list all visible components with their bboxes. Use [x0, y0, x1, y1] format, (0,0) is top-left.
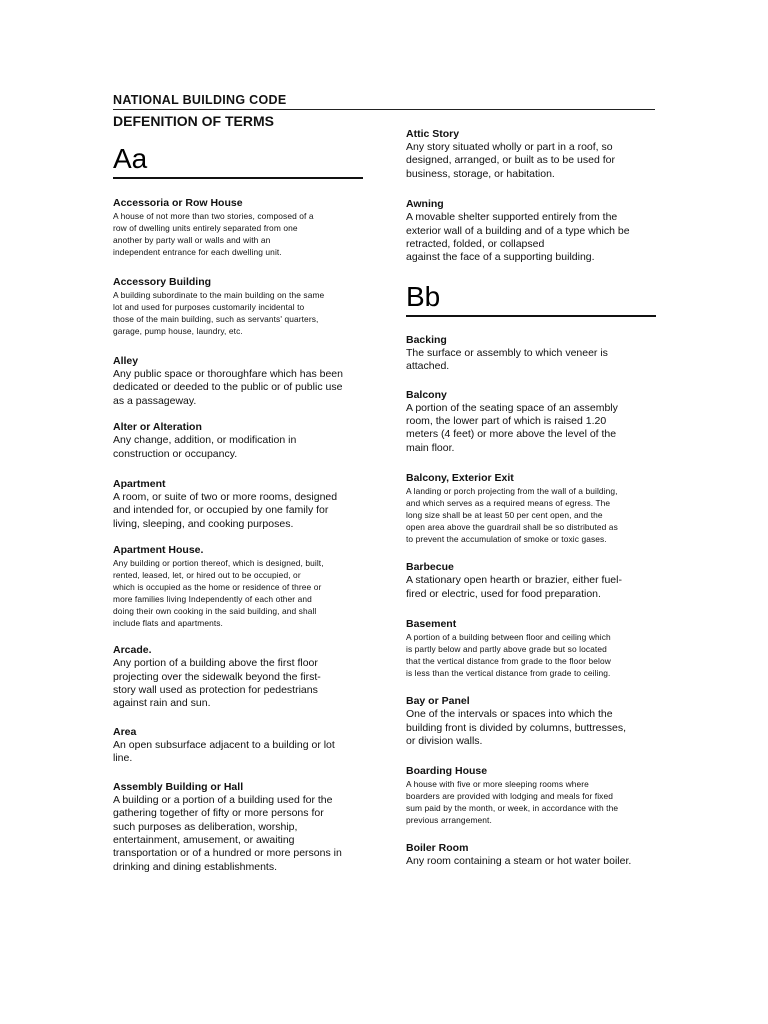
letter-heading-a: Aa — [113, 143, 148, 174]
entry-term: Arcade. — [113, 644, 152, 657]
entry-term: Balcony — [406, 388, 447, 401]
document-header — [113, 92, 655, 130]
entry-term: Backing — [406, 333, 447, 346]
entry-definition: Any room containing a steam or hot water boiler. — [406, 855, 632, 868]
document-title: NATIONAL BUILDING CODE — [113, 93, 287, 107]
entry-accessoria — [113, 197, 363, 258]
entry-arcade — [113, 644, 363, 711]
entry-term: Boiler Room — [406, 842, 469, 855]
entry-accessory-building — [113, 276, 363, 337]
entry-definition: A house with five or more sleeping rooms where boarders are provided with lodging and meals for fixed sum paid by the month, or week, in accordance with the previous arrangement. — [406, 779, 619, 826]
entry-definition: A house of not more than two stories, composed of a row of dwelling units entirely separated from one another by party wall or walls and with an independent entrance for each dwelling unit. — [113, 211, 314, 257]
entry-assembly-building — [113, 781, 363, 874]
entry-balcony-exterior-exit — [406, 472, 656, 545]
entry-alteration — [113, 421, 363, 461]
entry-definition: A landing or porch projecting from the wall of a building, and which serves as a required means of egress. The long size shall be at least 50 per cent open, and the open area above the guardrail shall be so distributed as to prevent the accumulation of smoke or toxic gases. — [406, 486, 618, 545]
entry-term: Apartment House. — [113, 544, 204, 557]
entry-definition: A portion of a building between floor and ceiling which is partly below and partly above grade but so located that the vertical distance from grade to the floor below is less than the vertical distance from grade to ceiling. — [406, 632, 611, 679]
entry-term: Basement — [406, 618, 457, 631]
entry-definition: Any portion of a building above the first floor projecting over the sidewalk beyond the first- story wall used as protection for pedestrians against rain and sun. — [113, 657, 321, 710]
entry-term: Area — [113, 725, 137, 738]
entry-definition: A portion of the seating space of an assembly room, the lower part of which is raised 1.20 meters (4 feet) or more above the level of the main floor. — [406, 401, 618, 454]
entry-definition: Any building or portion thereof, which is designed, built, rented, leased, let, or hired out to be occupied, or which is occupied as the home or residence of three or more families living Independently of each other and doing their own cooking in the said building, and shall include flats and apartments. — [113, 558, 324, 629]
entry-apartment — [113, 478, 363, 531]
entry-barbecue — [406, 561, 656, 601]
entry-term: Apartment — [113, 478, 166, 491]
entry-awning — [406, 198, 656, 265]
entry-definition: A building subordinate to the main building on the same lot and used for purposes customarily incidental to those of the main building, such as servants' quarters, garage, pump house, laundry, etc. — [113, 290, 325, 336]
entry-term: Bay or Panel — [406, 695, 470, 708]
entry-definition: An open subsurface adjacent to a building or lot line. — [113, 738, 335, 765]
entry-term: Attic Story — [406, 128, 460, 140]
entry-definition: Any change, addition, or modification in construction or occupancy. — [113, 434, 297, 460]
entry-term: Balcony, Exterior Exit — [406, 472, 514, 485]
entry-definition: A movable shelter supported entirely from the exterior wall of a building and of a type which be retracted, folded, or collapsed against the face of a supporting building. — [406, 211, 630, 264]
right-column — [406, 128, 656, 869]
letter-heading-b: Bb — [406, 280, 441, 312]
letter-divider-a — [113, 177, 363, 179]
document-subtitle: DEFENITION OF TERMS — [113, 113, 274, 129]
entry-boarding-house — [406, 765, 656, 826]
entry-definition: Any public space or thoroughfare which has been dedicated or deeded to the public or of public use as a passageway. — [113, 368, 343, 407]
entry-boiler-room — [406, 842, 656, 868]
entry-area — [113, 726, 363, 766]
header-divider — [113, 109, 655, 110]
entry-attic-story — [406, 128, 656, 181]
entry-term: Alley — [113, 355, 139, 367]
entry-definition: A stationary open hearth or brazier, either fuel- fired or electric, used for food preparation. — [406, 574, 622, 600]
entry-balcony — [406, 389, 656, 456]
entry-definition: A room, or suite of two or more rooms, designed and intended for, or occupied by one family for living, sleeping, and cooking purposes. — [113, 491, 338, 530]
entry-definition: Any story situated wholly or part in a roof, so designed, arranged, or built as to be used for business, storage, or habitation. — [406, 141, 615, 180]
letter-divider-b — [406, 315, 656, 317]
entry-term: Assembly Building or Hall — [113, 780, 244, 793]
entry-term: Boarding House — [406, 765, 488, 778]
entry-definition: A building or a portion of a building used for the gathering together of fifty or more persons for such purposes as deliberation, worship, entertainment, amusement, or awaiting transportation or of a hundred or more persons in drinking and dining establishments. — [113, 793, 342, 873]
entry-term: Accessoria or Row House — [113, 197, 243, 209]
entry-term: Accessory Building — [113, 276, 212, 288]
left-column — [113, 143, 363, 874]
entry-term: Awning — [406, 198, 444, 211]
entry-term: Alter or Alteration — [113, 421, 202, 434]
entry-definition: The surface or assembly to which veneer is attached. — [406, 346, 608, 373]
entry-backing — [406, 334, 656, 374]
entry-alley — [113, 355, 363, 408]
entry-apartment-house — [113, 544, 363, 629]
entry-term: Barbecue — [406, 561, 454, 574]
entry-bay-or-panel — [406, 695, 656, 748]
entry-definition: One of the intervals or spaces into which the building front is divided by columns, buttresses, or division walls. — [406, 708, 627, 747]
entry-basement — [406, 618, 656, 679]
